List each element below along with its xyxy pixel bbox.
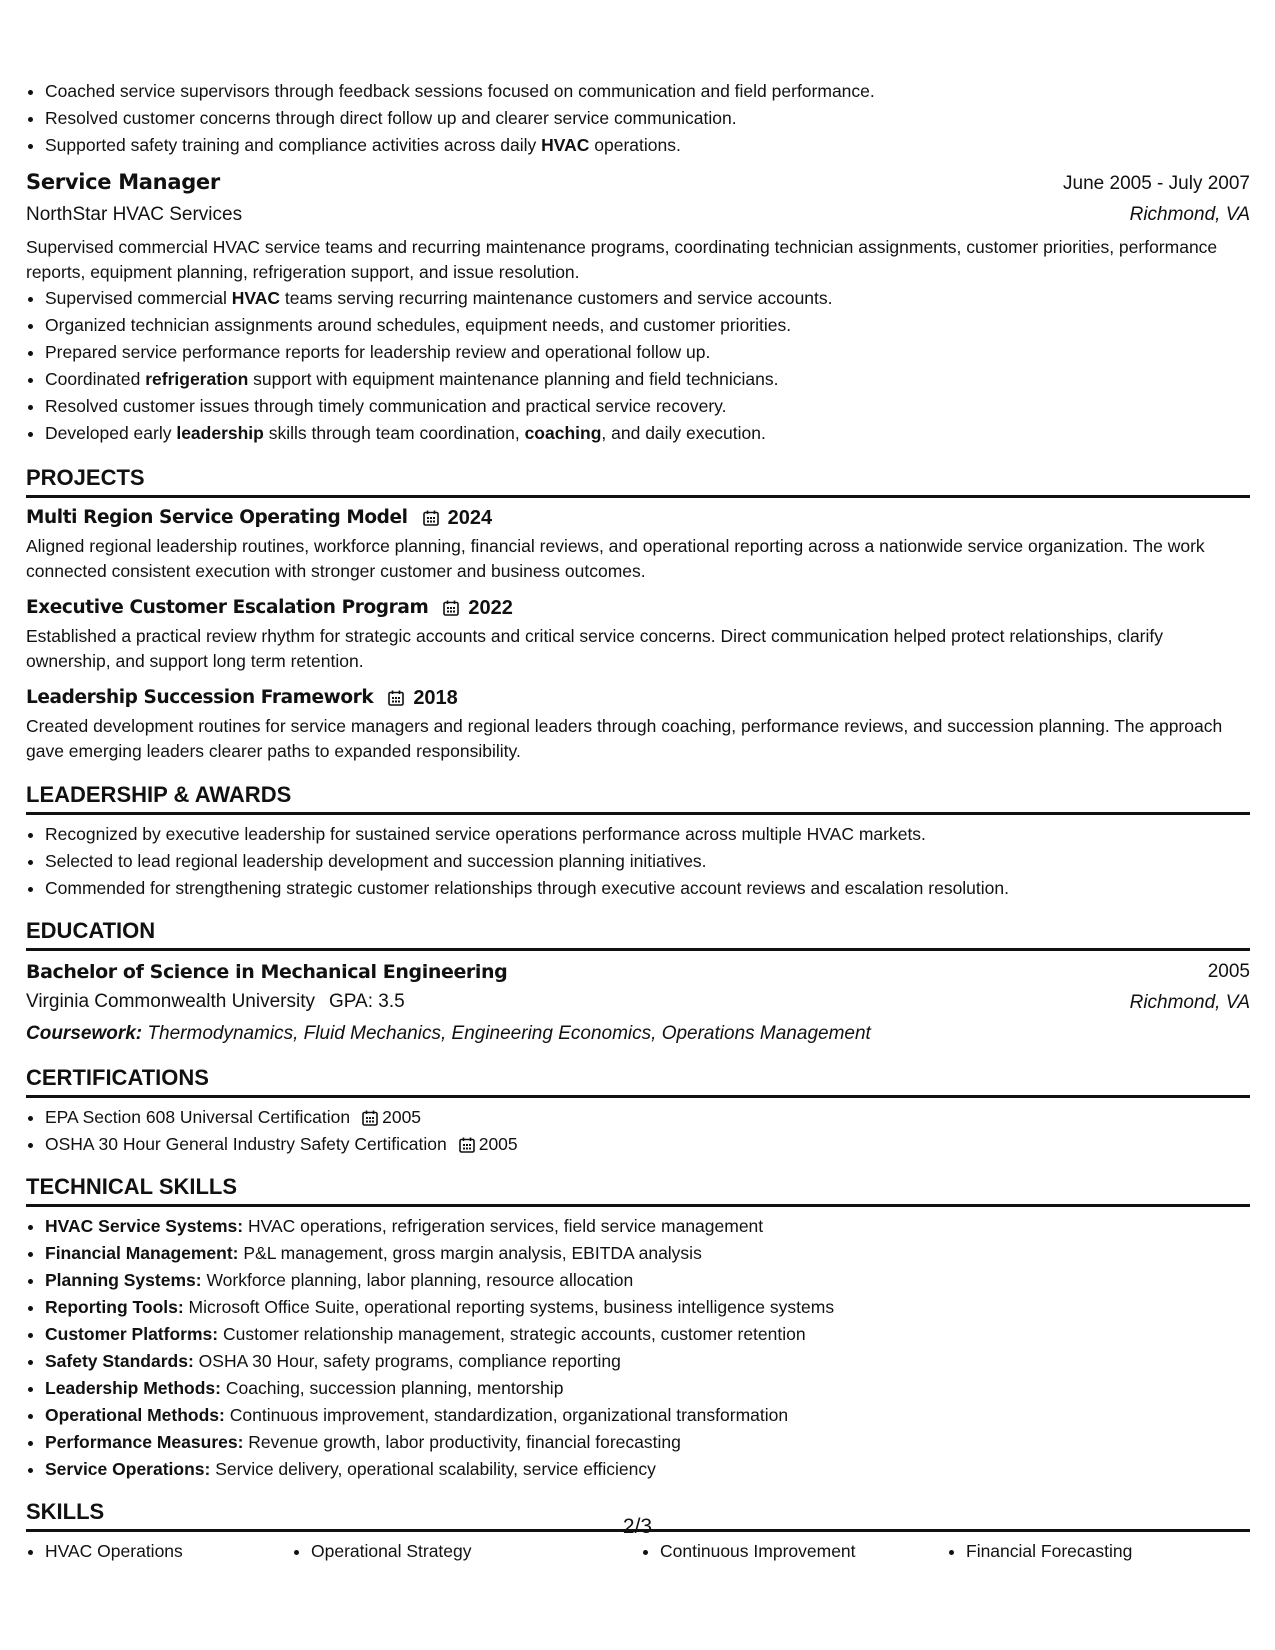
bullet-text: , and daily execution.: [601, 423, 766, 443]
list-item: [45, 1131, 1250, 1158]
project-description: Created development routines for service managers and regional leaders through coaching, performance reviews, and succession planning. The approach gave emerging leaders clearer paths to expanded responsibility.: [26, 716, 1223, 761]
list-item: • Recognized by executive leadership for sustained service operations performance across multiple HVAC markets.: [45, 821, 1250, 848]
project-title: Executive Customer Escalation Program: [26, 597, 429, 618]
bullet-text: Coordinated: [45, 369, 146, 389]
skill-category: Customer Platforms:: [45, 1324, 219, 1344]
skill-values: Revenue growth, labor productivity, financial forecasting: [243, 1432, 681, 1452]
job-header: [26, 167, 1250, 199]
certifications-list: [26, 1104, 1250, 1158]
bullet-text: Resolved customer concerns through direct follow up and clearer service communication.: [45, 108, 737, 128]
skill-values: HVAC operations, refrigeration services, field service management: [243, 1216, 764, 1236]
bullet-bold: coaching: [524, 423, 602, 443]
skill-item: • Financial Forecasting: [966, 1538, 1216, 1565]
coursework-list: Thermodynamics, Fluid Mechanics, Engineering Economics, Operations Management: [142, 1023, 871, 1044]
job-summary: Supervised commercial HVAC service teams and recurring maintenance programs, coordinating technician assignments, customer priorities, performance reports, equipment planning, refrigeration support, and issue resolution.: [26, 237, 1218, 282]
gpa: GPA: 3.5: [328, 991, 405, 1012]
skill-item: • HVAC Operations: [45, 1538, 292, 1565]
list-item: [45, 1321, 1250, 1348]
list-item: [45, 132, 1250, 159]
skill-values: P&L management, gross margin analysis, EBITDA analysis: [238, 1243, 702, 1263]
list-item: [45, 78, 1250, 105]
coursework: [26, 1019, 1250, 1049]
list-item: [45, 339, 1250, 366]
experience-continued-bullets: [26, 78, 1250, 159]
skill-values: Service delivery, operational scalability, service efficiency: [210, 1459, 656, 1479]
list-item: [45, 105, 1250, 132]
technical-skills-heading: TECHNICAL SKILLS: [26, 1172, 1250, 1207]
skill-category: Safety Standards:: [45, 1351, 194, 1371]
project-header: [26, 504, 1250, 532]
list-item: [45, 1267, 1250, 1294]
bullet-text: Coached service supervisors through feedback sessions focused on communication and field performance.: [45, 81, 875, 101]
project-description: Aligned regional leadership routines, workforce planning, financial reviews, and operational reporting across a nationwide service organization. The work connected consistent execution with stronger customer and business outcomes.: [26, 536, 1205, 581]
resume-page: [26, 78, 1250, 1565]
skills-column: [292, 1538, 641, 1565]
certification: [45, 1104, 421, 1131]
list-item: [45, 1456, 1250, 1483]
job-bullets: [26, 285, 1250, 447]
skill-values: Continuous improvement, standardization, organizational transformation: [224, 1405, 789, 1425]
project-title: Leadership Succession Framework: [26, 687, 374, 708]
certifications-heading: CERTIFICATIONS: [26, 1063, 1250, 1098]
skills-heading: SKILLS: [26, 1497, 1250, 1532]
calendar-icon: [423, 510, 439, 526]
education-year: 2005: [1207, 961, 1250, 982]
project-year: 2024: [447, 507, 493, 529]
skills-row: [26, 1538, 1250, 1565]
skills-column: [26, 1538, 292, 1565]
education-subheader: [26, 987, 1250, 1019]
bullet-text: support with equipment maintenance planning and field technicians.: [248, 369, 779, 389]
company-name: NorthStar HVAC Services: [26, 204, 243, 225]
skills-column: [641, 1538, 947, 1565]
skill-category: Performance Measures:: [45, 1432, 244, 1452]
degree-title: Bachelor of Science in Mechanical Engineering: [26, 961, 508, 983]
skill-category: Reporting Tools:: [45, 1297, 184, 1317]
list-item: [45, 285, 1250, 312]
job-title: Service Manager: [26, 170, 220, 194]
skill-values: Microsoft Office Suite, operational reporting systems, business intelligence systems: [183, 1297, 835, 1317]
projects-heading: PROJECTS: [26, 463, 1250, 498]
skills-column: [947, 1538, 1216, 1565]
certification-name: • OSHA 30 Hour General Industry Safety Certification: [45, 1134, 447, 1154]
list-item: • Selected to lead regional leadership development and succession planning initiatives.: [45, 848, 1250, 875]
project-title: Multi Region Service Operating Model: [26, 507, 408, 528]
list-item: [45, 1348, 1250, 1375]
list-item: [45, 1213, 1250, 1240]
bullet-text: Supervised commercial: [45, 288, 232, 308]
certification-year: 2005: [478, 1134, 518, 1154]
job-location: Richmond, VA: [1129, 204, 1250, 225]
certification-name: • EPA Section 608 Universal Certification: [45, 1107, 351, 1127]
technical-skills-list: [26, 1213, 1250, 1483]
list-item: [45, 312, 1250, 339]
awards-list: [26, 821, 1250, 902]
skill-values: Workforce planning, labor planning, resource allocation: [201, 1270, 634, 1290]
bullet-text: Prepared service performance reports for leadership review and operational follow up.: [45, 342, 711, 362]
bullet-text: teams serving recurring maintenance customers and service accounts.: [280, 288, 833, 308]
coursework-label: Coursework:: [26, 1023, 143, 1044]
bullet-text: skills through team coordination,: [263, 423, 525, 443]
list-item: [45, 1402, 1250, 1429]
skill-category: Operational Methods:: [45, 1405, 225, 1425]
project-description: Established a practical review rhythm for strategic accounts and critical service concerns. Direct communication helped protect relationships, clarify ownership, and support long term retention.: [26, 626, 1164, 671]
bullet-text: Supported safety training and compliance activities across daily: [45, 135, 542, 155]
list-item: [45, 1240, 1250, 1267]
skill-values: Coaching, succession planning, mentorship: [221, 1378, 564, 1398]
list-item: [45, 393, 1250, 420]
bullet-text: Resolved customer issues through timely communication and practical service recovery.: [45, 396, 727, 416]
skill-values: Customer relationship management, strategic accounts, customer retention: [218, 1324, 806, 1344]
bullet-text: Organized technician assignments around schedules, equipment needs, and customer priorities.: [45, 315, 792, 335]
calendar-icon: [459, 1137, 475, 1153]
skill-values: OSHA 30 Hour, safety programs, compliance reporting: [193, 1351, 621, 1371]
school-name: Virginia Commonwealth University: [26, 991, 315, 1012]
education-location: Richmond, VA: [1129, 992, 1250, 1013]
calendar-icon: [362, 1110, 378, 1126]
skill-item: • Continuous Improvement: [660, 1538, 947, 1565]
list-item: [45, 1429, 1250, 1456]
certification: [45, 1131, 518, 1158]
awards-heading: LEADERSHIP & AWARDS: [26, 780, 1250, 815]
job-subheader: [26, 199, 1250, 231]
project-year: 2022: [468, 597, 513, 619]
project-year: 2018: [413, 687, 458, 709]
list-item: [45, 366, 1250, 393]
bullet-bold: leadership: [176, 423, 264, 443]
skill-category: Service Operations:: [45, 1459, 211, 1479]
school-line: [26, 987, 405, 1019]
project-header: [26, 684, 1250, 712]
skill-category: HVAC Service Systems:: [45, 1216, 244, 1236]
skill-category: Financial Management:: [45, 1243, 239, 1263]
skill-category: Planning Systems:: [45, 1270, 202, 1290]
certification-year: 2005: [382, 1107, 422, 1127]
bullet-bold: HVAC: [541, 135, 590, 155]
list-item: [45, 420, 1250, 447]
skill-item: • Operational Strategy: [311, 1538, 641, 1565]
education-header: [26, 957, 1250, 987]
bullet-text: operations.: [589, 135, 681, 155]
bullet-bold: refrigeration: [145, 369, 249, 389]
bullet-bold: HVAC: [231, 288, 281, 308]
calendar-icon: [388, 690, 404, 706]
job-dates: June 2005 - July 2007: [1063, 173, 1250, 194]
skill-category: Leadership Methods:: [45, 1378, 221, 1398]
list-item: [45, 1104, 1250, 1131]
list-item: [45, 1375, 1250, 1402]
bullet-text: Developed early: [45, 423, 177, 443]
calendar-icon: [443, 600, 459, 616]
project-header: [26, 594, 1250, 622]
list-item: [45, 1294, 1250, 1321]
page-number: 2/3: [622, 1515, 653, 1538]
list-item: • Commended for strengthening strategic customer relationships through executive account reviews and escalation resolution.: [45, 875, 1250, 902]
education-heading: EDUCATION: [26, 916, 1250, 951]
